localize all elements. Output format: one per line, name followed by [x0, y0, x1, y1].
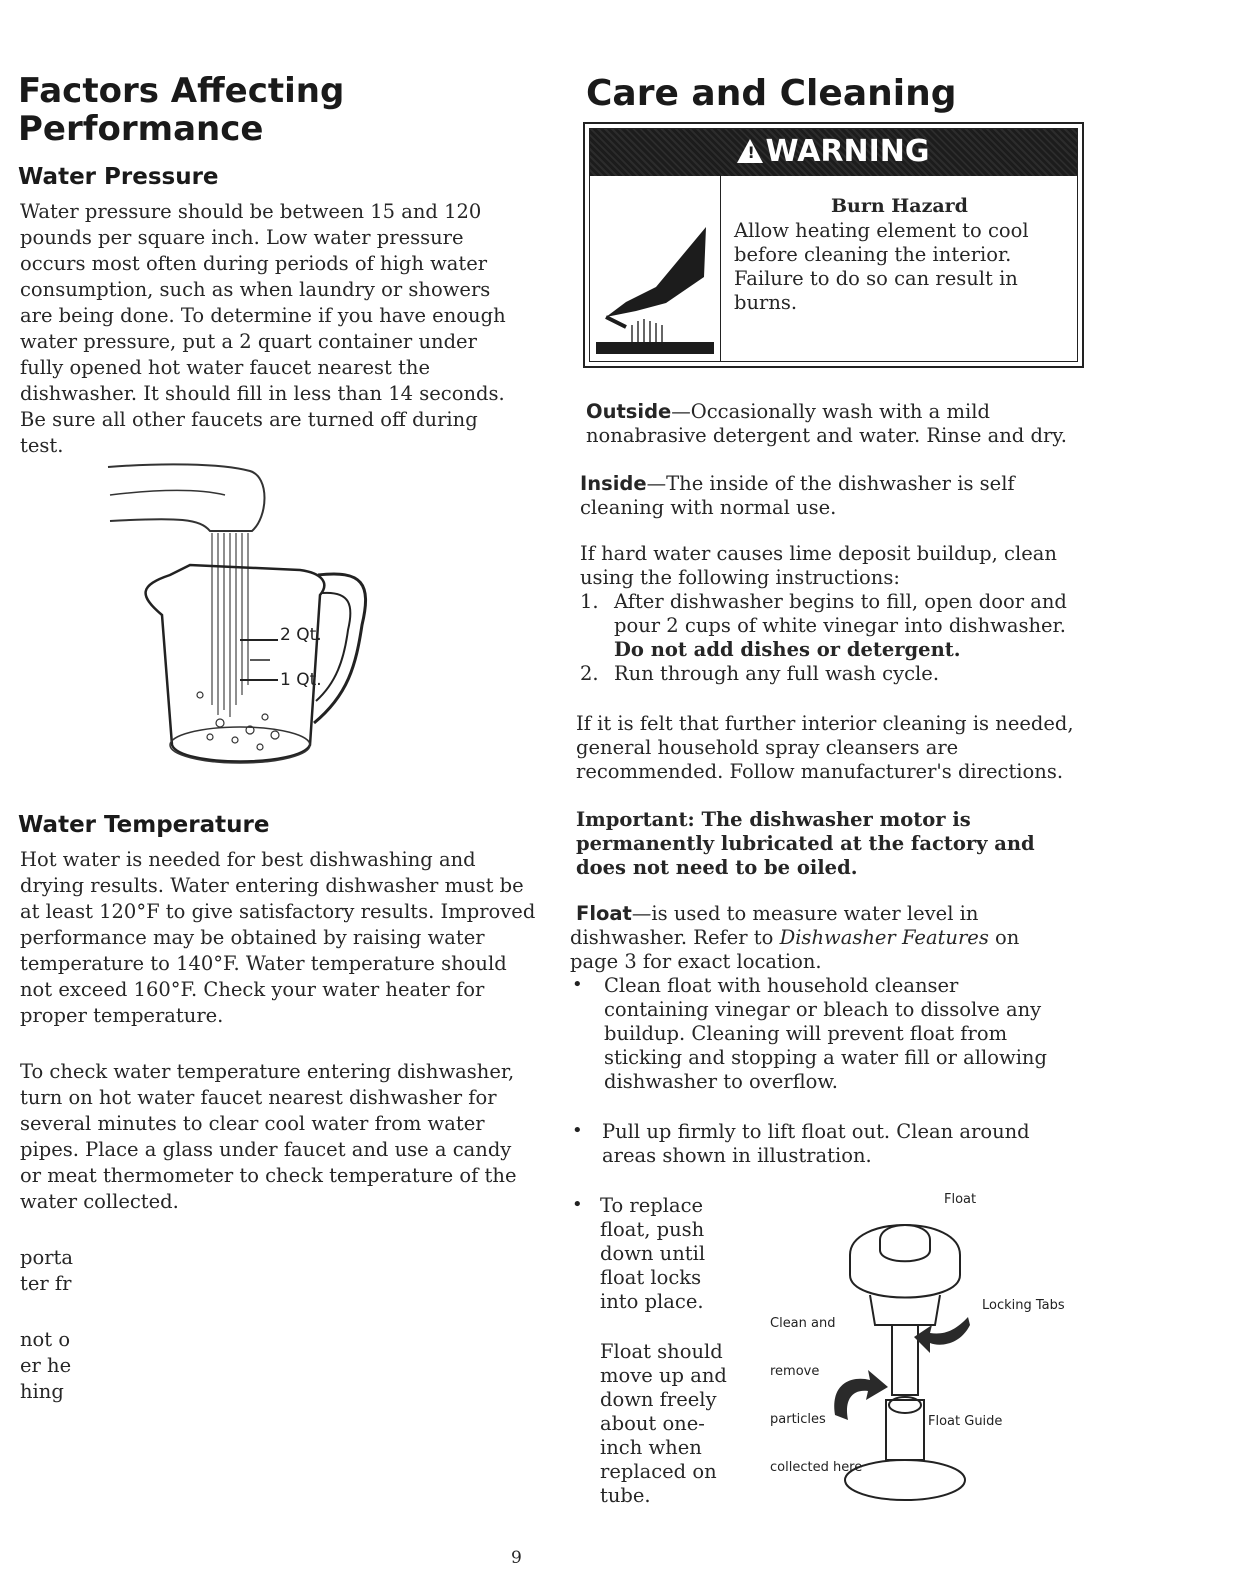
warning-banner — [590, 129, 1077, 176]
text-line: If hard water causes lime deposit buildup, clean — [580, 542, 1057, 565]
text-line: After dishwasher begins to fill, open door and — [614, 590, 1067, 613]
text-line: Be sure all other faucets are turned off during — [20, 408, 478, 431]
text-line: dishwasher. It should fill in less than 14 seconds. — [20, 382, 505, 405]
bullet-marker: • — [572, 1194, 583, 1215]
text-line: cleaning with normal use. — [580, 496, 837, 519]
text-line: drying results. Water entering dishwasher must be — [20, 874, 524, 897]
text-line: using the following instructions: — [580, 566, 900, 589]
text-line: consumption, such as when laundry or showers — [20, 278, 491, 301]
measuring-cup-illustration — [100, 455, 400, 785]
text-line: —Occasionally wash with a mild — [671, 400, 990, 423]
text-line: at least 120°F to give satisfactory results. Improved — [20, 900, 536, 923]
step-number: 2. — [580, 662, 599, 685]
care-cleaning-title: Care and Cleaning — [586, 73, 957, 114]
page-number: 9 — [511, 1548, 522, 1568]
text-line: inch when — [600, 1436, 702, 1459]
one-quart-label: 1 Qt. — [280, 670, 322, 690]
warning-text-line: burns. — [734, 291, 798, 314]
text-line-bold: does not need to be oiled. — [576, 856, 858, 879]
inside-label: Inside — [580, 472, 647, 495]
warning-text-line: Allow heating element to cool — [734, 219, 1029, 242]
text-line: Hot water is needed for best dishwashing and — [20, 848, 476, 871]
text-line: on — [988, 926, 1020, 949]
text-line: move up and — [600, 1364, 727, 1387]
text-line: To replace — [600, 1194, 704, 1217]
water-pressure-heading: Water Pressure — [18, 164, 219, 190]
burn-hazard-title: Burn Hazard — [831, 195, 968, 217]
burn-hand-icon — [596, 207, 714, 357]
float-guide-label: Float Guide — [928, 1414, 1003, 1429]
locking-tabs-label: Locking Tabs — [982, 1298, 1065, 1313]
text-line-bold: permanently lubricated at the factory and — [576, 832, 1035, 855]
text-line: —is used to measure water level in — [631, 902, 979, 925]
text-line: fully opened hot water faucet nearest the — [20, 356, 431, 379]
section-title-factors-line1: Factors Affecting — [18, 71, 345, 111]
text-line-bold: Do not add dishes or detergent. — [614, 638, 961, 661]
text-fragment: not o — [20, 1328, 71, 1351]
text-line: nonabrasive detergent and water. Rinse and dry. — [586, 424, 1067, 447]
text-line: water collected. — [20, 1190, 179, 1213]
warning-box — [583, 122, 1084, 368]
text-line: Clean float with household cleanser — [604, 974, 959, 997]
text-line: proper temperature. — [20, 1004, 224, 1027]
text-fragment: er he — [20, 1354, 72, 1377]
text-line: areas shown in illustration. — [602, 1144, 872, 1167]
text-line: temperature to 140°F. Water temperature should — [20, 952, 507, 975]
text-line: not exceed 160°F. Check your water heater for — [20, 978, 485, 1001]
step-number: 1. — [580, 590, 599, 613]
float-label-diagram: Float — [944, 1192, 977, 1207]
text-line: down until — [600, 1242, 706, 1265]
label-line: collected here — [770, 1460, 863, 1475]
text-line: Pull up firmly to lift float out. Clean around — [602, 1120, 1030, 1143]
text-line: into place. — [600, 1290, 704, 1313]
text-line-bold: Important: The dishwasher motor is — [576, 808, 971, 831]
text-line: turn on hot water faucet nearest dishwasher for — [20, 1086, 497, 1109]
text-line: water pressure, put a 2 quart container under — [20, 330, 477, 353]
text-line: Water pressure should be between 15 and 120 — [20, 200, 482, 223]
text-line: dishwasher to overflow. — [604, 1070, 838, 1093]
text-fragment: ter fr — [20, 1272, 72, 1295]
text-line: down freely — [600, 1388, 717, 1411]
label-line: remove — [770, 1364, 820, 1379]
text-line: several minutes to clear cool water from water — [20, 1112, 485, 1135]
outside-label: Outside — [586, 400, 672, 423]
text-line: occurs most often during periods of high water — [20, 252, 488, 275]
warning-triangle-icon — [737, 139, 763, 163]
text-line: about one- — [600, 1412, 705, 1435]
water-temperature-heading: Water Temperature — [18, 812, 270, 838]
float-label: Float — [576, 902, 632, 925]
bullet-marker: • — [572, 974, 583, 995]
text-line: pipes. Place a glass under faucet and use a candy — [20, 1138, 512, 1161]
text-fragment: hing — [20, 1380, 64, 1403]
text-fragment: porta — [20, 1246, 74, 1269]
label-line: Clean and — [770, 1316, 836, 1331]
text-line: To check water temperature entering dishwasher, — [20, 1060, 515, 1083]
text-line: replaced on — [600, 1460, 717, 1483]
text-line: If it is felt that further interior cleaning is needed, — [576, 712, 1074, 735]
dishwasher-features-ref: Dishwasher Features — [779, 926, 989, 949]
clean-particles-label — [770, 1284, 862, 1492]
text-line: Run through any full wash cycle. — [614, 662, 940, 685]
text-line: —The inside of the dishwasher is self — [646, 472, 1015, 495]
section-title-factors-line2: Performance — [18, 109, 264, 149]
text-line: are being done. To determine if you have enough — [20, 304, 506, 327]
text-line: buildup. Cleaning will prevent float from — [604, 1022, 1008, 1045]
text-line: pounds per square inch. Low water pressure — [20, 226, 464, 249]
warning-text-line: before cleaning the interior. — [734, 243, 1012, 266]
text-line: or meat thermometer to check temperature of the — [20, 1164, 517, 1187]
text-line: recommended. Follow manufacturer's directions. — [576, 760, 1064, 783]
text-line: pour 2 cups of white vinegar into dishwasher. — [614, 614, 1066, 637]
text-line: Float should — [600, 1340, 723, 1363]
text-line: dishwasher. Refer to — [570, 926, 780, 949]
two-quart-label: 2 Qt. — [280, 625, 322, 645]
text-line: tube. — [600, 1484, 651, 1507]
text-line: float locks — [600, 1266, 702, 1289]
warning-label: WARNING — [765, 134, 930, 169]
text-line: performance may be obtained by raising water — [20, 926, 485, 949]
text-line: page 3 for exact location. — [570, 950, 822, 973]
warning-text-line: Failure to do so can result in — [734, 267, 1018, 290]
text-line: containing vinegar or bleach to dissolve any — [604, 998, 1042, 1021]
text-line: test. — [20, 434, 64, 457]
bullet-marker: • — [572, 1120, 583, 1141]
text-line: general household spray cleansers are — [576, 736, 959, 759]
label-line: particles — [770, 1412, 826, 1427]
text-line: float, push — [600, 1218, 705, 1241]
text-line: sticking and stopping a water fill or allowing — [604, 1046, 1047, 1069]
